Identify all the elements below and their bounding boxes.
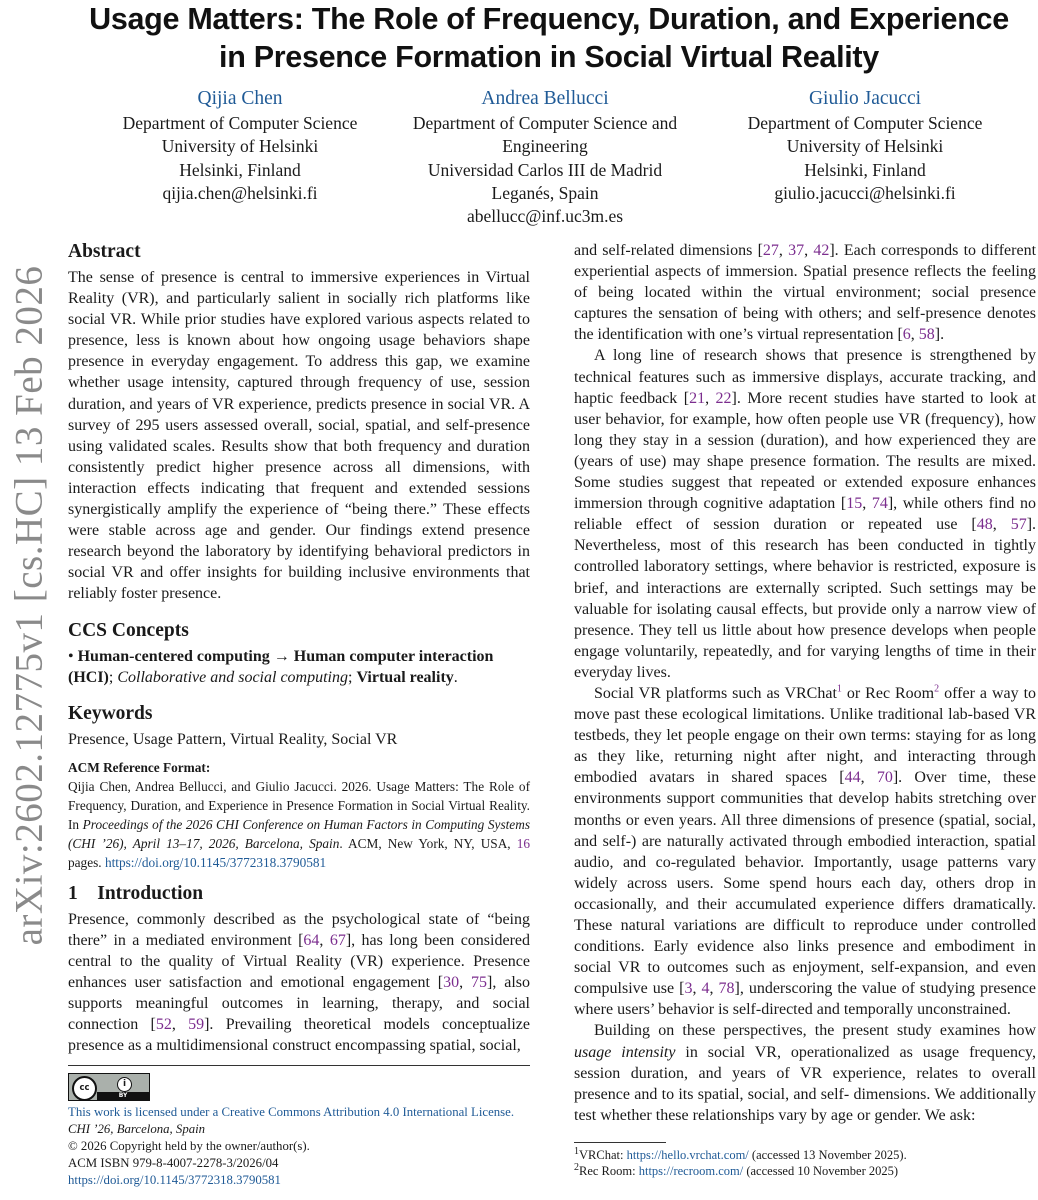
footnote-1: $^1$VRChat: https://hello.vrchat.com/ (accessed 13 November 2025). xyxy=(574,1145,907,1162)
affiliation-line: Department of Computer Science xyxy=(122,113,358,133)
citation-link[interactable]: 37 xyxy=(788,242,805,259)
affiliation-line: University of Helsinki xyxy=(786,136,944,157)
affiliation-line: Engineering xyxy=(502,136,588,157)
ccs-concepts: • Human-centered computing → Human computer interaction (HCI); Collaborative and social computing; Virtual reality. xyxy=(68,647,494,686)
ccs-heading: CCS Concepts xyxy=(68,619,189,641)
footnote-ref[interactable]: 2 xyxy=(934,683,940,695)
affiliation-line: Helsinki, Finland xyxy=(179,159,301,180)
author-email: abellucc@inf.uc3m.es xyxy=(466,206,624,227)
citation-link[interactable]: 42 xyxy=(813,242,830,259)
citation-link[interactable]: 59 xyxy=(188,1016,205,1034)
citation-link[interactable]: 74 xyxy=(871,495,888,513)
citation-link[interactable]: 44 xyxy=(844,769,861,787)
intro-paragraph-cont: and self-related dimensions [27, 37, 42]. Each corresponds to different experiential aspects of immersion. Spatial presence reflects the feeling of being located within the virtual environment; social presence captures the sensation of being with others; and self-presence denotes the identification with one’s virtual representation [6, 58]. xyxy=(574,242,1037,344)
citation-link[interactable]: 21 xyxy=(689,389,706,407)
affiliation-line: Department of Computer Science and xyxy=(412,113,678,133)
citation-link[interactable]: 3 xyxy=(684,980,693,998)
person-icon: i xyxy=(117,1077,132,1092)
license-venue: CHI ’26, Barcelona, Spain xyxy=(68,1122,206,1137)
author-name[interactable]: Giulio Jacucci xyxy=(808,88,922,109)
license-link[interactable]: This work is licensed under a Creative Commons Attribution 4.0 International License. xyxy=(68,1105,515,1120)
citation-link[interactable]: 64 xyxy=(303,931,320,949)
right-column xyxy=(574,240,1036,1180)
citation-link[interactable]: 70 xyxy=(876,769,893,787)
citation-link[interactable]: 67 xyxy=(329,931,346,949)
citation-link[interactable]: 6 xyxy=(902,326,911,344)
title-line-1: Usage Matters: The Role of Frequency, Duration, and Experience xyxy=(89,2,1009,36)
footnote-url-link[interactable]: https://recroom.com/ xyxy=(638,1164,744,1179)
left-column xyxy=(68,240,530,1189)
footnote-divider xyxy=(574,1142,666,1143)
affiliation-line: Leganés, Spain xyxy=(491,182,599,203)
footer-divider xyxy=(68,1065,530,1066)
acm-reference-text: Qijia Chen, Andrea Bellucci, and Giulio Jacucci. 2026. Usage Matters: The Role of Frequency, Duration, and Experience in Presence Formation in Social Virtual Reality. In Proceedings of the 2026 CHI Conference on Human Factors in Computing Systems (CHI ’26), April 13–17, 2026, Barcelona, Spain. ACM, New York, NY, USA, 16 pages. https://doi.org/10.1145/3772318.3790581 xyxy=(68,778,530,870)
affiliation-line: University of Helsinki xyxy=(161,136,319,157)
intro-paragraph-3: Social VR platforms such as VRChat$^1$ or Rec Room$^2$ offer a way to move past these ecological limitations. Unlike traditional lab-based VR testbeds, they let people engage on their own terms: staying for as long as they like, returning night after night, and interacting through embodied avatars in shared spaces [44, 70]. Over time, these environments support communities that develop habits stretching over months or even years. All three dimensions of presence (spatial, social, and self-) are naturally activated through embodied interaction, spatial audio, and co-regulated behavior. Importantly, usage patterns vary widely across users. Some spend hours each day, others drop in occasionally, and their accumulated experience differs dramatically. These natural variations are difficult to reproduce under controlled conditions. Early evidence also links presence and embodiment in social VR to outcomes such as enjoyment, self-expansion, and even compulsive use [3, 4, 78], underscoring the value of studying presence where users’ behavior is self-directed and temporally unconstrained. xyxy=(574,683,1037,1019)
citation-link[interactable]: 52 xyxy=(155,1016,172,1034)
license-doi-link[interactable]: https://doi.org/10.1145/3772318.3790581 xyxy=(68,1173,281,1188)
intro-paragraph-2: A long line of research shows that presence is strengthened by technical features such as immersive displays, accurate tracking, and haptic feedback [21, 22]. More recent studies have started to look at user behavior, for example, how often people use VR (frequency), how long they stay in a session (duration), and how experienced they are (years of use) may shape presence formation. The results are mixed. Some studies suggest that repeated or extended exposure enhances immersion through cognitive adaptation [15, 74], while others find no reliable effect of session duration or repeated use [48, 57]. Nevertheless, most of this research has been conducted in tightly controlled laboratory settings, where behavior is restricted, exposure is brief, and interactions are externally scripted. Such settings may be valuable for isolating causal effects, but provide only a narrow view of presence. They tell us little about how presence develops when people engage voluntarily, repeatedly, and for varying lengths of time in their everyday lives. xyxy=(574,347,1037,681)
author-3 xyxy=(725,86,1005,205)
title-line-2: in Presence Formation in Social Virtual Reality xyxy=(219,40,879,74)
citation-link[interactable]: 15 xyxy=(846,495,863,513)
citation-link[interactable]: 78 xyxy=(718,980,735,998)
arxiv-stamp-text: arXiv:2602.12775v1 [cs.HC] 13 Feb 2026 xyxy=(7,265,51,945)
affiliation-line: Universidad Carlos III de Madrid xyxy=(427,159,663,180)
author-name[interactable]: Qijia Chen xyxy=(197,88,283,109)
citation-link[interactable]: 58 xyxy=(918,326,935,344)
author-name[interactable]: Andrea Bellucci xyxy=(481,88,609,109)
footnote-url-link[interactable]: https://hello.vrchat.com/ xyxy=(626,1147,749,1162)
author-block xyxy=(60,86,1038,231)
license-block xyxy=(68,1104,530,1189)
abstract-text: The sense of presence is central to immersive experiences in Virtual Reality (VR), and particularly salient in socially rich platforms like social VR. While prior studies have explored various aspects related to presence, less is known about how ongoing usage behaviors shape presence in everyday engagement. To address this gap, we examine whether usage intensity, captured through frequency of use, session duration, and years of VR experience, predicts presence in social VR. A survey of 295 users assessed overall, social, spatial, and self-presence using validated scales. Results show that both frequency and duration consistently predict higher presence across all dimensions, with interaction effects indicating that frequent and extended sessions synergistically amplify the experience of “being there.” These effects were stable across age and gender. Our findings extend presence research beyond the laboratory by identifying behavioral predictors in social VR and offer insights for building inclusive environments that reliably foster presence. xyxy=(68,269,530,603)
isbn-text: ACM ISBN 979-8-4007-2278-3/2026/04 xyxy=(68,1156,279,1171)
citation-link[interactable]: 4 xyxy=(701,980,710,998)
footnote-2: $^2$Rec Room: https://recroom.com/ (accessed 10 November 2025) xyxy=(574,1162,899,1179)
citation-link[interactable]: 57 xyxy=(1010,516,1027,534)
cc-icon: cc xyxy=(72,1076,97,1101)
author-2 xyxy=(395,86,695,228)
citation-link[interactable]: 27 xyxy=(762,242,779,259)
doi-link[interactable]: https://doi.org/10.1145/3772318.3790581 xyxy=(104,854,327,870)
author-email: giulio.jacucci@helsinki.fi xyxy=(774,182,956,203)
intro-heading: 1 Introduction xyxy=(68,882,204,904)
keywords-heading: Keywords xyxy=(68,702,153,724)
intro-paragraph-4: Building on these perspectives, the present study examines how usage intensity in social VR, operationalized as usage frequency, session duration, and years of VR experience, relates to overall presence and to its spatial, social, and self- dimensions. We additionally test whether these relationships vary by age or gender. We ask: xyxy=(574,1022,1037,1124)
affiliation-line: Helsinki, Finland xyxy=(804,159,926,180)
citation-link[interactable]: 75 xyxy=(471,974,488,992)
keywords-text: Presence, Usage Pattern, Virtual Reality, Social VR xyxy=(68,730,398,748)
citation-link[interactable]: 48 xyxy=(976,516,993,534)
page-count-link[interactable]: 16 xyxy=(516,835,530,851)
acm-reference-heading: ACM Reference Format: xyxy=(68,759,211,775)
citation-link[interactable]: 22 xyxy=(715,389,732,407)
footnote-ref[interactable]: 1 xyxy=(836,683,842,695)
by-label: BY xyxy=(97,1092,149,1100)
intro-paragraph: Presence, commonly described as the psychological state of “being there” in a mediated environment [64, 67], has long been considered central to the quality of Virtual Reality (VR) experience. Presence enhances user satisfaction and emotional engagement [30, 75], also supports meaningful outcomes in learning, therapy, and social connection [52, 59]. Prevailing theoretical models conceptualize presence as a multidimensional construct encompassing spatial, social, xyxy=(68,910,531,1055)
citation-link[interactable]: 30 xyxy=(443,974,460,992)
abstract-heading: Abstract xyxy=(68,241,141,262)
arxiv-stamp xyxy=(4,230,54,980)
author-1 xyxy=(100,86,380,205)
affiliation-line: Department of Computer Science xyxy=(747,113,983,133)
author-email: qijia.chen@helsinki.fi xyxy=(162,182,318,203)
paper-title xyxy=(60,0,1038,76)
copyright-text: © 2026 Copyright held by the owner/author(s). xyxy=(68,1139,310,1154)
cc-by-license-badge[interactable] xyxy=(68,1073,150,1101)
